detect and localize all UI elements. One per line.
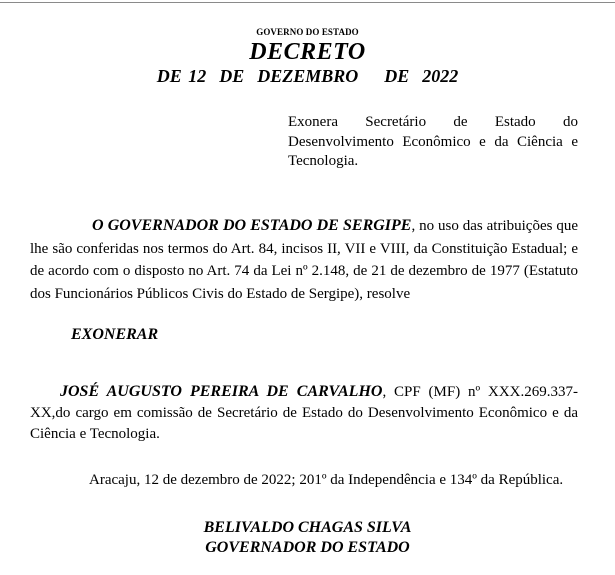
- document-date: DE 12 DE DEZEMBRO DE 2022: [156, 66, 459, 86]
- decree-summary: Exonera Secretário de Estado do Desenvolvimento Econômico e da Ciência e Tecnologia.: [288, 114, 578, 169]
- preamble-paragraph: [30, 215, 578, 305]
- exoneration-paragraph: [30, 381, 578, 445]
- issuing-authority: GOVERNO DO ESTADO: [256, 27, 359, 37]
- document-title: DECRETO: [249, 39, 366, 65]
- exoneration-text: , CPF (MF) nº XXX.269.337-XX,do cargo em comissão de Secretário de Estado do Desenvolvimento Econômico e da Ciência e Tecnologia.: [30, 384, 578, 442]
- place-and-date: Aracaju, 12 de dezembro de 2022; 201º da Independência e 134º da República.: [89, 472, 564, 488]
- signer-role: GOVERNADOR DO ESTADO: [205, 539, 410, 556]
- signer-name: BELIVALDO CHAGAS SILVA: [203, 519, 412, 536]
- exonerated-person-name: JOSÉ AUGUSTO PEREIRA DE CARVALHO: [60, 383, 383, 400]
- governor-authority: O GOVERNADOR DO ESTADO DE SERGIPE: [92, 217, 412, 234]
- preamble-text: , no uso das atribuições que lhe são conferidas nos termos do Art. 84, incisos II, VII e VIII, da Constituição Estadual; e de acordo com o disposto no Art. 74 da Lei nº 2.148, de 21 de dezembro de 1977 (Estatuto dos Funcionários Públicos Civis do Estado de Sergipe), resolve: [30, 218, 578, 302]
- decree-action: EXONERAR: [71, 326, 159, 343]
